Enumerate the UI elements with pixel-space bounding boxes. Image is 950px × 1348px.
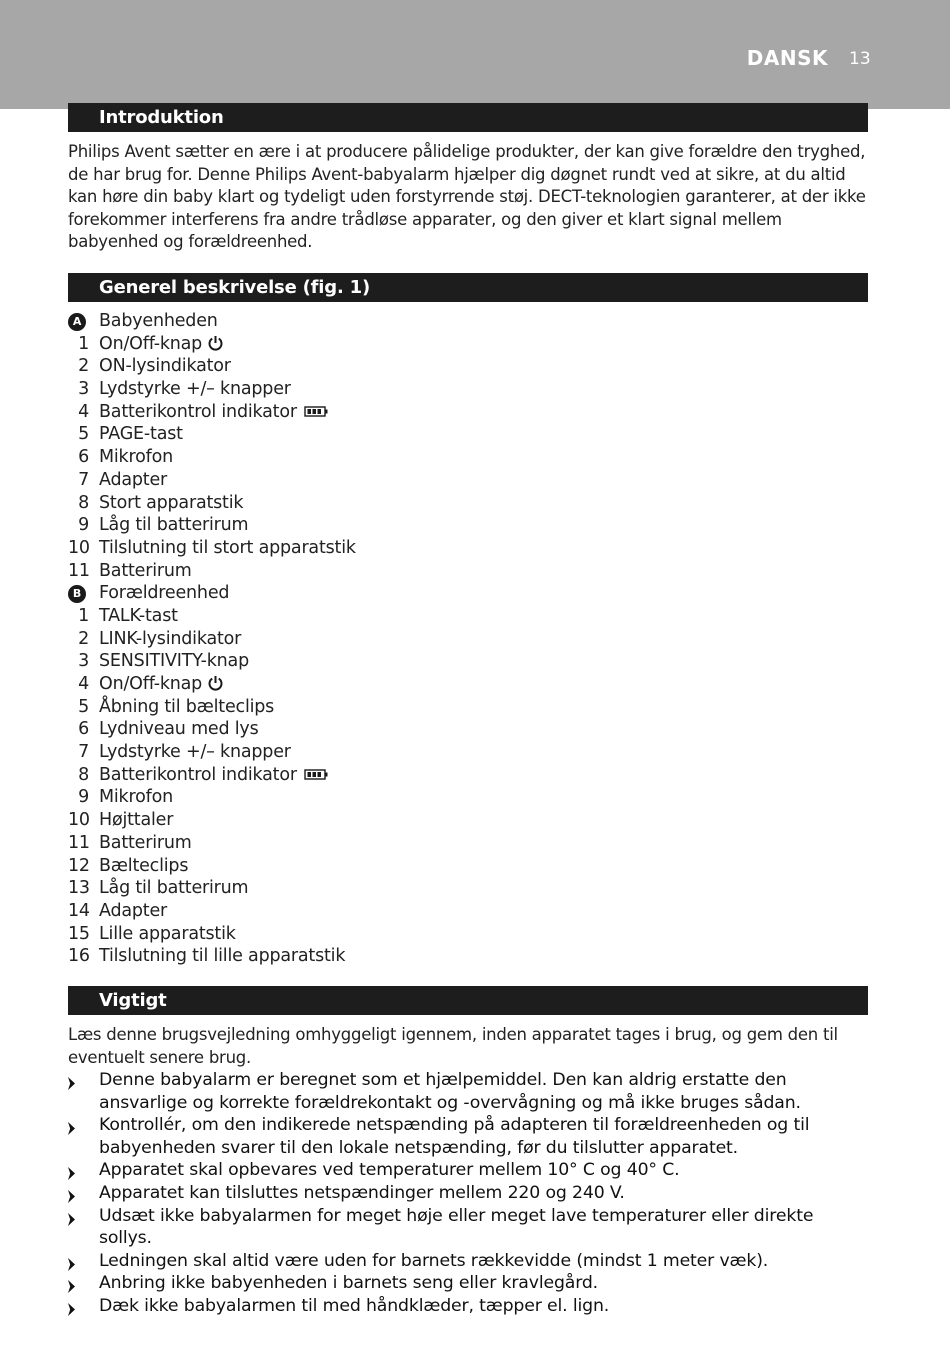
- item-number: 11: [68, 560, 90, 581]
- item-number: 2: [78, 356, 89, 377]
- section-letter-badge: B: [68, 585, 86, 603]
- item-text: TALK-tast: [99, 605, 178, 626]
- item-number: 8: [78, 492, 89, 513]
- item-text: On/Off-knap: [99, 333, 203, 354]
- item-label: [99, 355, 231, 378]
- item-text: LINK-lysindikator: [99, 628, 242, 649]
- item-text: Batterikontrol indikator: [99, 764, 297, 785]
- bullet-text: Apparatet kan tilsluttes netspændinger mellem 220 og 240 V.: [99, 1182, 625, 1203]
- bullet-item: [68, 1159, 870, 1182]
- item-label: [99, 560, 192, 583]
- item-number: 14: [68, 900, 90, 921]
- bullet-text: Kontrollér, om den indikerede netspænding på adapteren til forældreenheden og til babyenheden svarer til den lokale netspænding, før du tilslutter apparatet.: [99, 1115, 810, 1158]
- item-label: [99, 945, 345, 968]
- bullet-item: [68, 1069, 870, 1114]
- section-heading-important: Vigtigt: [68, 986, 868, 1015]
- item-label: [99, 855, 188, 878]
- item-number: 4: [78, 401, 89, 422]
- bullet-text: Denne babyalarm er beregnet som et hjælpemiddel. Den kan aldrig erstatte den ansvarlige og korrekte forældrekontakt og -overvågning og må ikke bruges sådan.: [99, 1070, 801, 1113]
- item-label: [99, 401, 328, 424]
- item-number: 16: [68, 946, 90, 967]
- item-label: [99, 537, 356, 560]
- item-number: 9: [78, 515, 89, 536]
- item-label: [99, 582, 229, 605]
- bullet-marker-icon: [68, 1074, 76, 1097]
- bullet-text: Dæk ikke babyalarmen til med håndklæder, tæpper el. lign.: [99, 1295, 610, 1316]
- language-label: DANSK: [746, 46, 828, 70]
- item-label: [99, 764, 328, 787]
- item-number: 3: [78, 651, 89, 672]
- item-number: 12: [68, 855, 90, 876]
- important-bullet-list: [68, 1069, 870, 1318]
- item-text: Tilslutning til stort apparatstik: [99, 537, 356, 558]
- bullet-item: [68, 1272, 870, 1295]
- bullet-marker-icon: [68, 1119, 76, 1142]
- item-number: 5: [78, 696, 89, 717]
- item-label: [99, 333, 223, 358]
- item-label: [99, 673, 223, 698]
- item-number: 13: [68, 878, 90, 899]
- bullet-item: [68, 1205, 870, 1250]
- item-number: 7: [78, 742, 89, 763]
- item-text: Mikrofon: [99, 787, 173, 808]
- item-number: 3: [78, 379, 89, 400]
- item-number: 10: [68, 537, 90, 558]
- item-number: 4: [78, 674, 89, 694]
- item-number: 7: [78, 469, 89, 490]
- item-label: [99, 446, 173, 469]
- item-number: 11: [68, 832, 90, 853]
- item-label: [99, 605, 178, 628]
- item-text: Batterirum: [99, 832, 192, 853]
- item-text: Mikrofon: [99, 447, 173, 468]
- item-text: Adapter: [99, 469, 168, 490]
- bullet-text: Ledningen skal altid være uden for barnets rækkevidde (mindst 1 meter væk).: [99, 1250, 769, 1271]
- page-number: 13: [849, 49, 871, 69]
- bullet-marker-icon: [68, 1300, 76, 1323]
- item-label: [99, 492, 243, 515]
- item-text: On/Off-knap: [99, 674, 203, 694]
- section-heading-description: Generel beskrivelse (fig. 1): [68, 273, 868, 302]
- item-text: SENSITIVITY-knap: [99, 651, 249, 672]
- item-number: 6: [78, 719, 89, 740]
- item-label: [99, 423, 183, 446]
- item-text: Bælteclips: [99, 855, 189, 876]
- item-label: [99, 650, 249, 673]
- battery-icon: [304, 401, 328, 424]
- page-header-bar: [0, 0, 950, 109]
- item-text: ON-lysindikator: [99, 356, 231, 377]
- item-label: [99, 900, 167, 923]
- battery-icon: [304, 764, 328, 787]
- item-label: [99, 832, 192, 855]
- item-number: 6: [78, 447, 89, 468]
- item-label: [99, 310, 218, 333]
- bullet-item: [68, 1295, 870, 1318]
- item-text: Højttaler: [99, 810, 174, 831]
- item-label: [99, 514, 248, 537]
- item-text: Stort apparatstik: [99, 492, 244, 513]
- bullet-text: Udsæt ikke babyalarmen for meget høje eller meget lave temperaturer eller direkte sollys.: [99, 1205, 814, 1249]
- item-label: [99, 786, 173, 809]
- item-label: [99, 628, 241, 651]
- item-number: 15: [68, 923, 90, 944]
- item-number: 10: [68, 810, 90, 831]
- item-text: Åbning til bælteclips: [99, 696, 275, 717]
- item-number: 1: [78, 605, 89, 626]
- item-text: Forældreenhed: [99, 583, 230, 604]
- item-text: Låg til batterirum: [99, 515, 249, 536]
- item-text: Babyenheden: [99, 311, 218, 331]
- item-number: 2: [78, 628, 89, 649]
- item-text: Lydniveau med lys: [99, 719, 259, 740]
- bullet-text: Anbring ikke babyenheden i barnets seng eller kravlegård.: [99, 1273, 599, 1294]
- item-text: Låg til batterirum: [99, 878, 249, 899]
- item-text: Batterikontrol indikator: [99, 401, 297, 422]
- intro-paragraph: Philips Avent sætter en ære i at producere pålidelige produkter, der kan give forældre den tryghed, de har brug for. Denne Philips Avent-babyalarm hjælper dig døgnet rundt ved at sikre, at du altid kan høre din baby klart og tydeligt uden forstyrrende støj. DECT-teknologien garanterer, at der ikke forekommer interferens fra andre trådløse apparater, og den giver et klart signal mellem babyenhed og forældreenhed.: [68, 142, 866, 252]
- section-heading-intro: Introduktion: [68, 103, 868, 132]
- item-label: [99, 696, 274, 719]
- bullet-item: [68, 1250, 870, 1273]
- item-text: Batterirum: [99, 560, 192, 581]
- item-label: [99, 718, 258, 741]
- item-text: Lille apparatstik: [99, 923, 236, 944]
- item-label: [99, 741, 291, 764]
- item-number: 5: [78, 424, 89, 445]
- item-text: Adapter: [99, 900, 168, 921]
- section-letter-badge: A: [68, 313, 86, 331]
- bullet-item: [68, 1114, 870, 1159]
- item-label: [99, 809, 173, 832]
- item-label: [99, 469, 167, 492]
- item-text: Lydstyrke +/– knapper: [99, 742, 291, 763]
- item-number: 8: [78, 764, 89, 785]
- item-text: Lydstyrke +/– knapper: [99, 379, 291, 400]
- important-intro: Læs denne brugsvejledning omhyggeligt igennem, inden apparatet tages i brug, og gem den til eventuelt senere brug.: [68, 1025, 838, 1067]
- bullet-item: [68, 1182, 870, 1205]
- item-label: [99, 877, 248, 900]
- item-text: Tilslutning til lille apparatstik: [99, 946, 346, 967]
- item-text: PAGE-tast: [99, 424, 183, 445]
- bullet-marker-icon: [68, 1210, 76, 1233]
- item-number: 1: [78, 333, 89, 354]
- item-label: [99, 923, 236, 946]
- power-icon: [208, 675, 223, 698]
- item-number: 9: [78, 787, 89, 808]
- item-label: [99, 378, 291, 401]
- bullet-text: Apparatet skal opbevares ved temperaturer mellem 10° C og 40° C.: [99, 1160, 680, 1181]
- power-icon: [208, 335, 223, 358]
